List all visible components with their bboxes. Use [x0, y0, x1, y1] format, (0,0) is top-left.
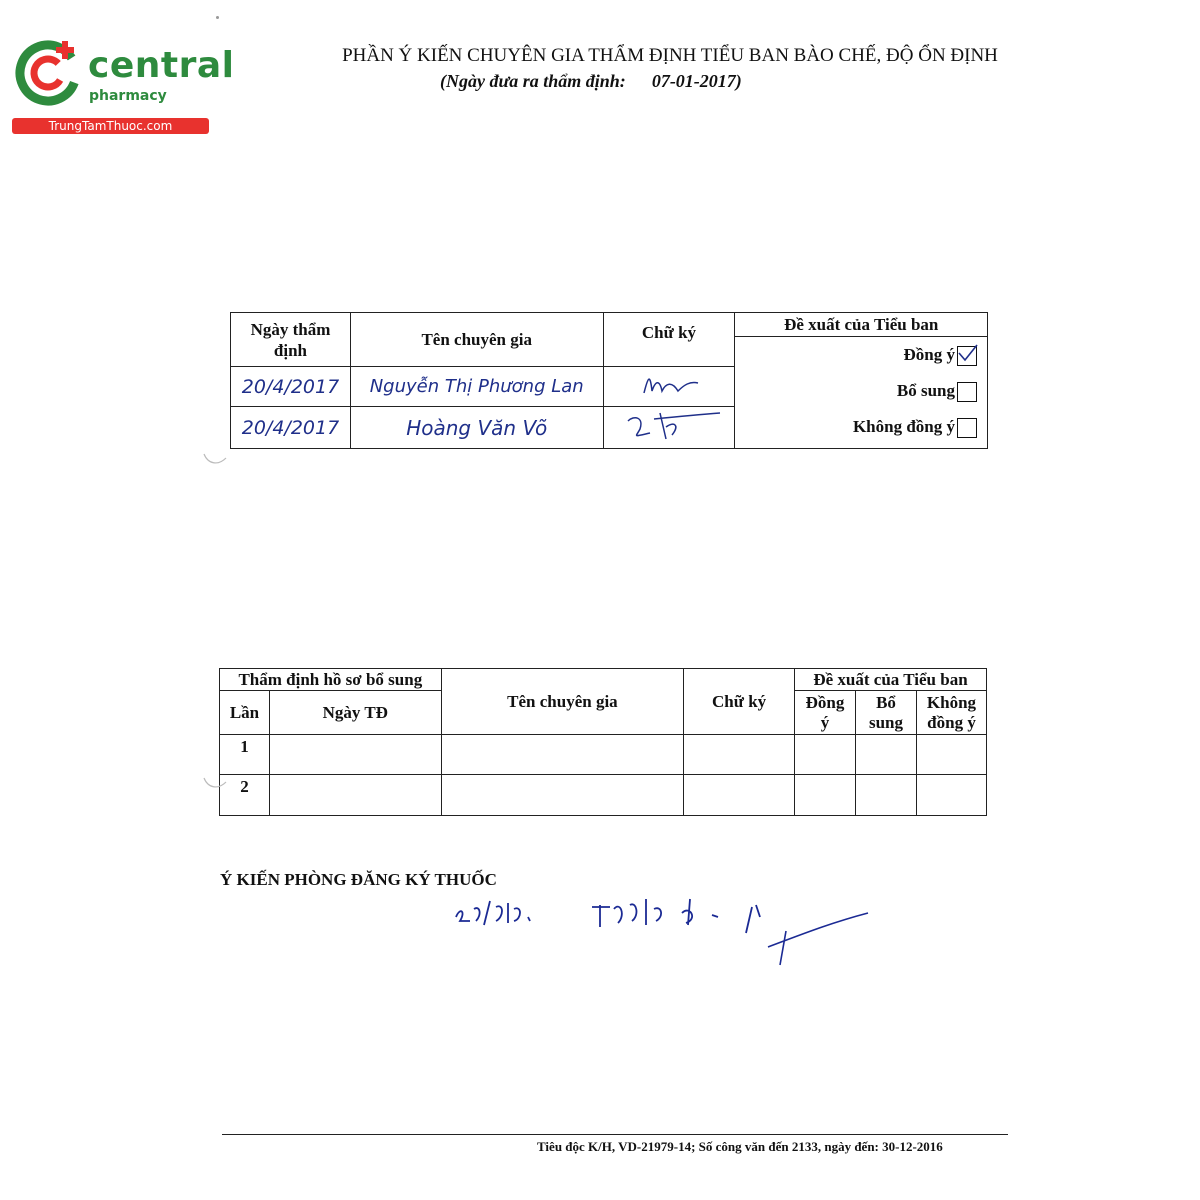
- cell-signature[interactable]: [684, 775, 795, 816]
- disagree-checkbox[interactable]: [957, 418, 977, 438]
- row2-expert: Hoàng Văn Võ: [350, 407, 603, 449]
- cell-date[interactable]: [269, 775, 441, 816]
- cell-agree[interactable]: [795, 735, 856, 775]
- proposal-options: [735, 337, 988, 449]
- option-disagree[interactable]: [735, 409, 987, 445]
- header-signature-2: Chữ ký: [684, 669, 795, 735]
- cell-signature[interactable]: [684, 735, 795, 775]
- header-expert-2: Tên chuyên gia: [441, 669, 684, 735]
- punch-hole-icon: [200, 448, 230, 468]
- cell-supp[interactable]: [856, 735, 917, 775]
- row1-date: 20/4/2017: [231, 367, 351, 407]
- header-proposal: Đề xuất của Tiểu ban: [735, 313, 988, 337]
- scan-dot: [216, 16, 219, 19]
- punch-hole-icon: [200, 772, 230, 792]
- cell-disagree[interactable]: [916, 735, 986, 775]
- cell-agree[interactable]: [795, 775, 856, 816]
- table-row: [220, 735, 987, 775]
- expert-assessment-table: [230, 312, 988, 449]
- cell-date[interactable]: [269, 735, 441, 775]
- assessment-date-value: 07-01-2017): [651, 71, 742, 91]
- signature-icon: [624, 367, 714, 401]
- supplement-checkbox[interactable]: [957, 382, 977, 402]
- row1-expert: Nguyễn Thị Phương Lan: [350, 367, 603, 407]
- row-number: 2: [220, 775, 270, 816]
- footer-reference: Tiêu độc K/H, VD-21979-14; Số công văn đến 2133, ngày đến: 30-12-2016: [537, 1139, 943, 1154]
- option-disagree-label: Không đồng ý: [852, 417, 955, 436]
- option-supplement-label: Bổ sung: [896, 381, 955, 400]
- header-signature: Chữ ký: [603, 313, 735, 367]
- assessment-date: [440, 70, 742, 92]
- cell-disagree[interactable]: [916, 775, 986, 816]
- assessment-date-label: (Ngày đưa ra thẩm định:: [440, 71, 626, 91]
- handwritten-note-icon: [450, 895, 880, 970]
- logo-sub: pharmacy: [89, 88, 167, 104]
- option-supplement[interactable]: [735, 373, 987, 409]
- row2-date: 20/4/2017: [231, 407, 351, 449]
- footer-divider: [222, 1134, 1008, 1135]
- header-proposal-2: Đề xuất của Tiểu ban: [795, 669, 987, 691]
- row-number: 1: [220, 735, 270, 775]
- signature-icon: [614, 407, 724, 443]
- header-supp: Bổ sung: [856, 691, 917, 735]
- row2-signature: [603, 407, 735, 449]
- logo-name: central: [88, 45, 235, 86]
- option-agree[interactable]: [735, 337, 987, 373]
- header-date: Ngày thẩm định: [231, 313, 351, 367]
- page-title: PHẦN Ý KIẾN CHUYÊN GIA THẨM ĐỊNH TIỂU BAN BÀO CHẾ, ĐỘ ỔN ĐỊNH: [342, 45, 998, 66]
- registration-opinion-label: Ý KIẾN PHÒNG ĐĂNG KÝ THUỐC: [220, 870, 497, 889]
- cell-supp[interactable]: [856, 775, 917, 816]
- agree-checkbox[interactable]: [957, 346, 977, 366]
- supplement-assessment-table: [219, 668, 987, 816]
- row1-signature: [603, 367, 735, 407]
- cell-expert[interactable]: [441, 775, 684, 816]
- option-agree-label: Đồng ý: [903, 345, 955, 364]
- header-times: Lần: [220, 691, 270, 735]
- cell-expert[interactable]: [441, 735, 684, 775]
- header-expert: Tên chuyên gia: [350, 313, 603, 367]
- header-disagree: Không đồng ý: [916, 691, 986, 735]
- header-agree: Đồng ý: [795, 691, 856, 735]
- checkmark-icon: [956, 343, 978, 363]
- logo-site-banner[interactable]: TrungTamThuoc.com: [12, 118, 209, 134]
- table-row: [220, 775, 987, 816]
- header-supplement: Thẩm định hồ sơ bổ sung: [220, 669, 442, 691]
- header-date-2: Ngày TĐ: [269, 691, 441, 735]
